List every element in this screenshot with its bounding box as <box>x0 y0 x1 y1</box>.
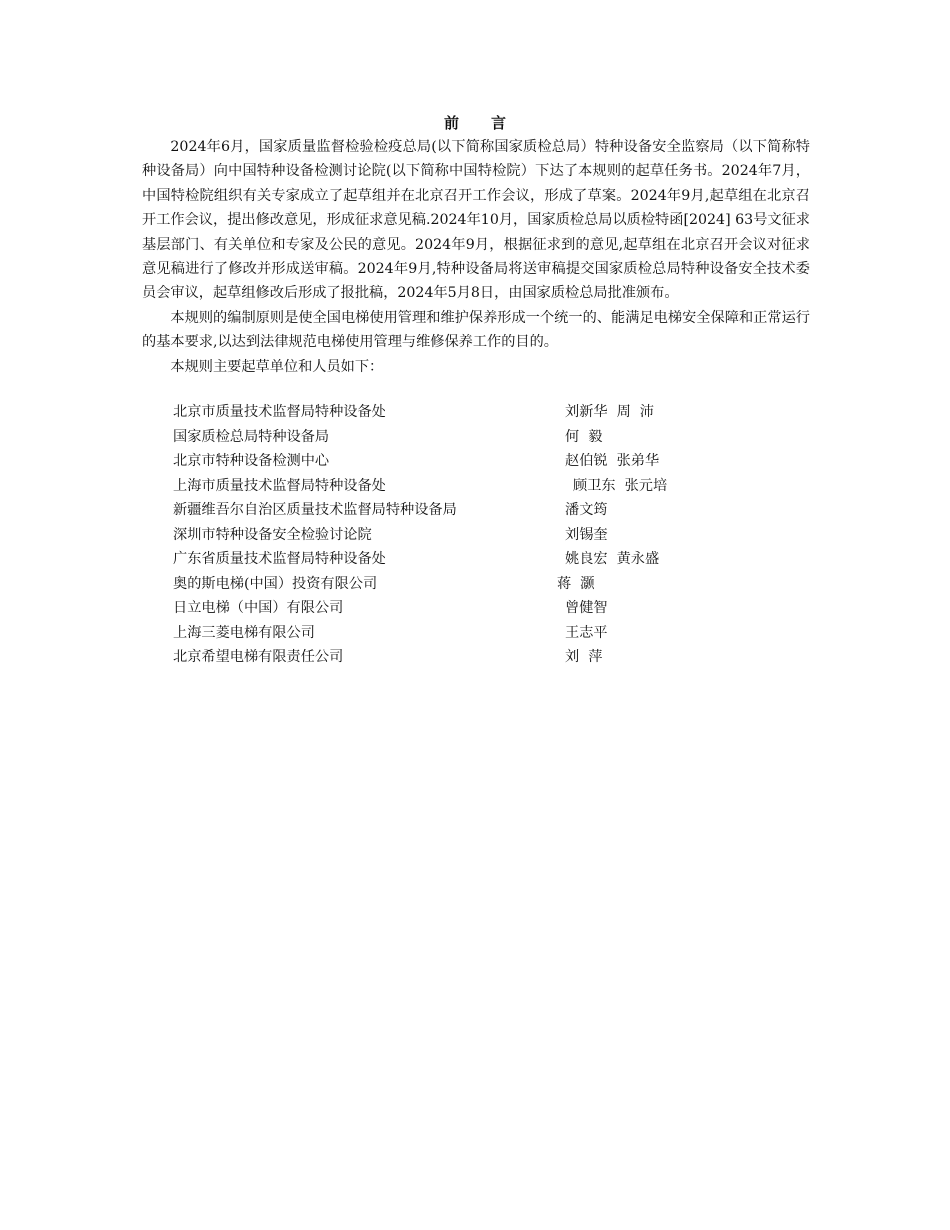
drafter-row <box>173 645 773 670</box>
drafter-unit: 北京希望电梯有限责任公司 <box>173 649 344 665</box>
drafter-names: 刘锡奎 <box>565 526 608 543</box>
drafter-row <box>173 596 773 621</box>
drafter-row <box>173 523 773 548</box>
paragraph-principle: 本规则的编制原则是使全国电梯使用管理和维护保养形成一个统一的、能满足电梯安全保障和正常运行的基本要求,以达到法律规范电梯使用管理与维修保养工作的目的。 <box>142 309 810 351</box>
drafter-names: 刘新华 周 沛 <box>565 404 654 420</box>
drafter-row <box>173 572 773 597</box>
drafter-row <box>173 400 773 425</box>
paragraph-drafters-intro: 本规则主要起草单位和人员如下： <box>170 358 384 375</box>
paragraph-history: 2024年6月，国家质量监督检验检疫总局(以下简称国家质检总局）特种设备安全监察局（以下简称特种设备局）向中国特种设备检测讨论院(以下简称中国特检院）下达了本规则的起草任务书。2024年7月，中国特检院组织有关专家成立了起草组并在北京召开工作会议，形成了草案。2024年9月,起草组在北京召开工作会议，提出修改意见，形成征求意见稿.2024年10月，国家质检总局以质检特函[2024] 63号文征求基层部门、有关单位和专家及公民的意见。2024年9月，根据征求到的意见,起草组在北京召开会议对征求意见稿进行了修改并形成送审稿。2024年9月,特种设备局将送审稿提交国家质检总局特种设备安全技术委员会审议，起草组修改后形成了报批稿，2024年5月8日，由国家质检总局批准颁布。 <box>142 139 810 302</box>
drafter-row <box>173 449 773 474</box>
drafter-names: 潘文筠 <box>565 502 608 518</box>
drafter-names: 刘 萍 <box>565 649 603 665</box>
drafter-unit: 日立电梯（中国）有限公司 <box>173 600 344 616</box>
drafter-names: 姚良宏 黄永盛 <box>565 551 660 567</box>
drafter-unit: 北京市质量技术监督局特种设备处 <box>173 404 386 420</box>
drafter-unit: 国家质检总局特种设备局 <box>173 428 330 445</box>
drafter-names: 顾卫东 张元培 <box>573 477 668 494</box>
drafter-unit: 北京市特种设备检测中心 <box>173 453 330 469</box>
title-char-1: 前 <box>443 114 459 132</box>
drafter-row <box>173 425 773 450</box>
drafter-names: 何 毅 <box>565 428 603 445</box>
drafter-list <box>173 400 773 670</box>
drafter-unit: 上海市质量技术监督局特种设备处 <box>173 477 386 494</box>
drafter-unit: 奥的斯电梯(中国）投资有限公司 <box>173 575 378 592</box>
drafter-names: 王志平 <box>565 624 608 641</box>
drafter-row <box>173 621 773 646</box>
drafter-row <box>173 474 773 499</box>
drafter-row <box>173 498 773 523</box>
title-char-2: 言 <box>491 114 507 132</box>
drafter-unit: 上海三菱电梯有限公司 <box>173 624 315 641</box>
drafter-unit: 深圳市特种设备安全检验讨论院 <box>173 526 372 543</box>
drafter-names: 赵伯锐 张弟华 <box>565 453 660 469</box>
preface-body <box>142 135 810 379</box>
drafter-unit: 广东省质量技术监督局特种设备处 <box>173 551 386 567</box>
drafter-names: 蒋 灏 <box>557 575 595 592</box>
page-title <box>0 112 950 133</box>
drafter-names: 曾健智 <box>565 600 608 616</box>
drafter-row <box>173 547 773 572</box>
drafter-unit: 新疆维吾尔自治区质量技术监督局特种设备局 <box>173 502 457 518</box>
